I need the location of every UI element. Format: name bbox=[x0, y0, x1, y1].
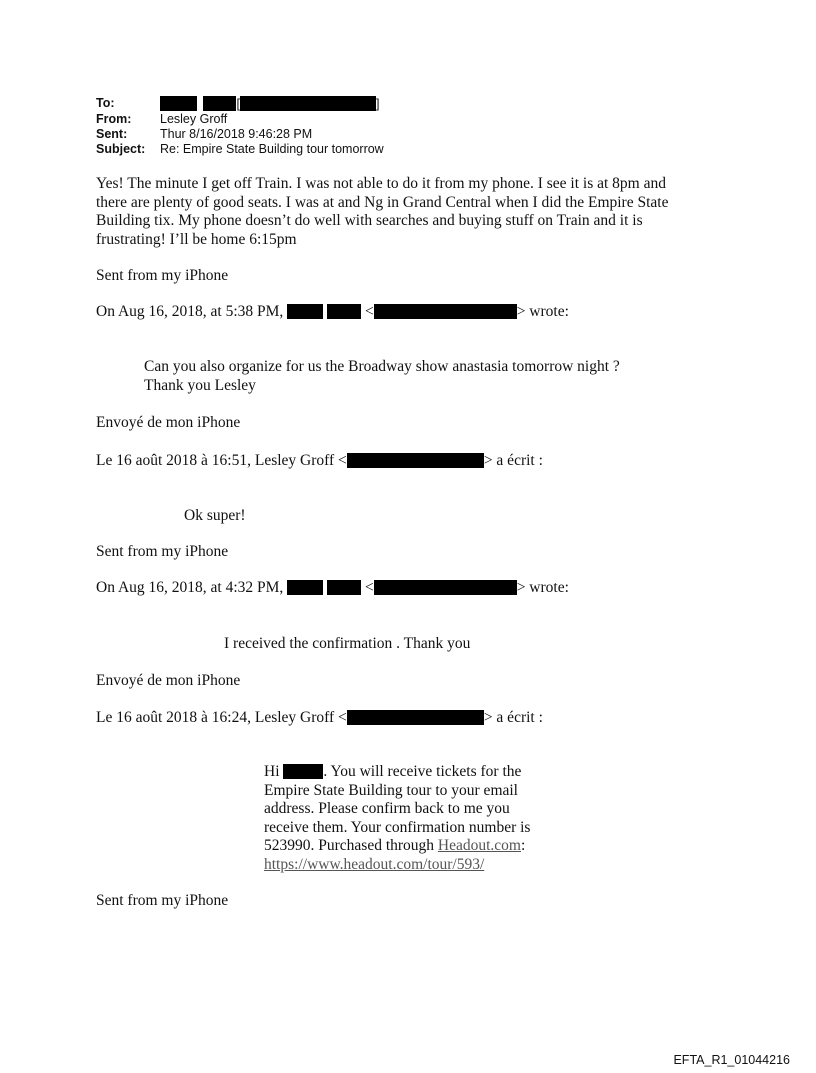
redaction-block bbox=[287, 304, 323, 319]
quote-header bbox=[96, 303, 569, 322]
reply-line: Building tix. My phone doesn’t do well with searches and buying stuff on Train and it is bbox=[96, 212, 643, 229]
quoted-line: address. Please confirm back to me you bbox=[264, 800, 510, 817]
quote-header-lt: < bbox=[364, 303, 374, 320]
quote-header-suffix: > wrote: bbox=[516, 303, 569, 320]
quoted-line: Thank you Lesley bbox=[144, 376, 256, 394]
redaction-block bbox=[240, 96, 376, 111]
quoted-line: Empire State Building tour to your email bbox=[264, 781, 518, 799]
sent-value: Thur 8/16/2018 9:46:28 PM bbox=[160, 127, 313, 141]
sent-label: Sent: bbox=[96, 127, 128, 141]
redaction-block bbox=[327, 304, 361, 319]
reply-paragraph bbox=[96, 175, 668, 249]
to-value bbox=[160, 96, 379, 112]
quote-header-prefix: Le 16 août 2018 à 16:24, Lesley Groff < bbox=[96, 709, 347, 726]
quoted-message: I received the confirmation . Thank you bbox=[224, 635, 471, 652]
signature: Sent from my iPhone bbox=[96, 267, 229, 284]
quote-header bbox=[96, 579, 569, 598]
email-header bbox=[96, 96, 384, 157]
from-label: From: bbox=[96, 112, 132, 126]
to-bracket-open: [ bbox=[236, 97, 240, 111]
signature: Envoyé de mon iPhone bbox=[96, 414, 241, 431]
signature: Sent from my iPhone bbox=[96, 543, 229, 560]
quoted-line bbox=[264, 837, 530, 856]
quoted-line bbox=[264, 856, 530, 875]
tour-url-link[interactable]: https://www.headout.com/tour/593/ bbox=[264, 855, 485, 873]
quote-header-prefix: On Aug 16, 2018, at 4:32 PM, bbox=[96, 579, 284, 596]
quoted-message bbox=[144, 358, 620, 395]
from-value: Lesley Groff bbox=[160, 112, 228, 126]
sent-row bbox=[96, 127, 384, 142]
quote-header-prefix: On Aug 16, 2018, at 5:38 PM, bbox=[96, 303, 284, 320]
quoted-line: receive them. Your confirmation number is bbox=[264, 818, 531, 836]
signature: Envoyé de mon iPhone bbox=[96, 672, 241, 689]
redaction-block bbox=[283, 764, 323, 779]
redaction-block bbox=[374, 304, 517, 319]
subject-row bbox=[96, 142, 384, 157]
quote-header-suffix: > a écrit : bbox=[483, 709, 543, 726]
to-bracket-close: ] bbox=[375, 97, 380, 111]
quoted-text: : bbox=[521, 837, 526, 854]
subject-label: Subject: bbox=[96, 142, 146, 156]
to-row bbox=[96, 96, 384, 112]
quoted-text: . You will receive tickets for the bbox=[323, 763, 522, 780]
redaction-block bbox=[287, 580, 323, 595]
redaction-block bbox=[160, 96, 197, 111]
redaction-block bbox=[327, 580, 361, 595]
reply-line: there are plenty of good seats. I was at and Ng in Grand Central when I did the Empire State bbox=[96, 193, 669, 211]
quoted-line bbox=[264, 763, 530, 782]
quote-header-suffix: > a écrit : bbox=[483, 452, 543, 469]
quoted-text: 523990. Purchased through bbox=[264, 837, 438, 854]
reply-line: frustrating! I’ll be home 6:15pm bbox=[96, 230, 297, 248]
quote-header-prefix: Le 16 août 2018 à 16:51, Lesley Groff < bbox=[96, 452, 347, 469]
quoted-message bbox=[264, 763, 530, 874]
quote-header bbox=[96, 452, 543, 471]
redaction-block bbox=[203, 96, 236, 111]
quoted-message: Ok super! bbox=[184, 507, 246, 524]
subject-value: Re: Empire State Building tour tomorrow bbox=[160, 142, 384, 156]
redaction-block bbox=[374, 580, 517, 595]
quote-header-lt: < bbox=[364, 579, 374, 596]
quote-header-suffix: > wrote: bbox=[516, 579, 569, 596]
document-id: EFTA_R1_01044216 bbox=[673, 1053, 790, 1067]
headout-link[interactable]: Headout.com bbox=[437, 837, 521, 854]
redaction-block bbox=[347, 453, 484, 468]
greeting: Hi bbox=[264, 763, 280, 780]
redaction-block bbox=[347, 710, 484, 725]
from-row bbox=[96, 112, 384, 127]
to-label: To: bbox=[96, 96, 115, 110]
reply-line: Yes! The minute I get off Train. I was not able to do it from my phone. I see it is at 8pm and bbox=[96, 175, 666, 192]
signature: Sent from my iPhone bbox=[96, 892, 229, 909]
quote-header bbox=[96, 709, 543, 728]
quoted-line: Can you also organize for us the Broadway show anastasia tomorrow night ? bbox=[144, 358, 620, 375]
